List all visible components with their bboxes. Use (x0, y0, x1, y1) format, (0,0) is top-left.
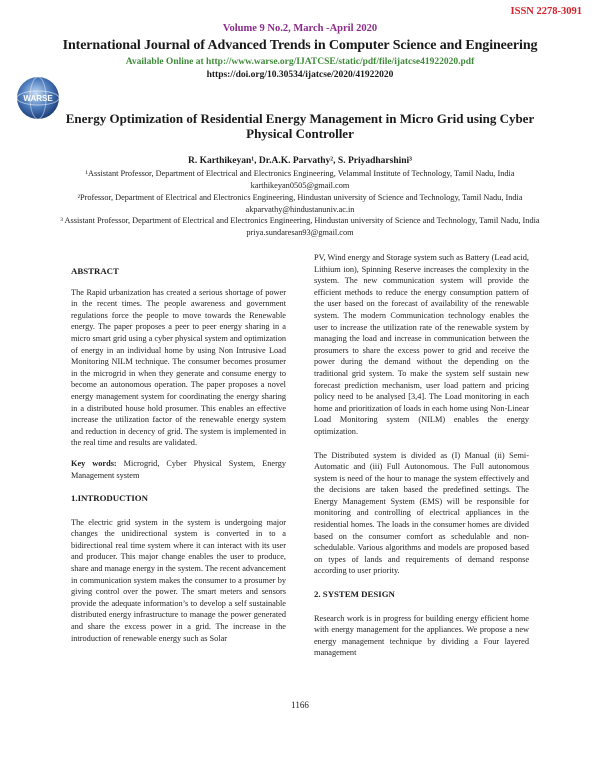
affiliation-1: ¹Assistant Professor, Department of Electrical and Electronics Engineering, Velammal Institute of Technology, Tamil Nadu, India karthikeyan0505@gmail.com (85, 169, 515, 190)
right-column (314, 252, 529, 659)
right-paragraph-3: Research work is in progress for building energy efficient home with energy management for the appliances. We propose a new energy management technique by dividing a Four layered management (314, 613, 529, 658)
keywords-label: Key words: (71, 458, 117, 468)
author-list: R. Karthikeyan¹, Dr.A.K. Parvathy², S. Priyadharshini³ (187, 156, 413, 166)
journal-title: International Journal of Advanced Trends in Computer Science and Engineering (62, 38, 538, 53)
doi-link[interactable]: https://doi.org/10.30534/ijatcse/2020/41922020 (206, 70, 394, 80)
page-number: 1166 (291, 700, 309, 710)
volume-label: Volume 9 No.2, March -April 2020 (222, 23, 378, 34)
left-column (71, 266, 286, 644)
abstract-text: The Rapid urbanization has created a serious shortage of power in the recent times. The people awareness and government regulations force the people to move towards the Renewable energy. The paper proposes a peer to peer energy sharing in a micro smart grid using a cyber physical system and optimization of energy in an individual home by using Non Intrusive Load Monitoring NILM technique. The consumer becomes prosumer in the microgrid in when they generate and consume energy to become an autonomous operation. The paper proposes a novel energy management system for coordinating the energy sharing in a distributed house hold prosumer. This enables an effective increase the utilization factor of the renewable energy system and reduction in decency of grid. The system is implemented in the real time and results are validated. (71, 287, 286, 448)
keywords-text: Microgrid, Cyber Physical System, Energy Management system (71, 458, 287, 480)
affiliation-3: ³ Assistant Professor, Department of Electrical and Electronics Engineering, Hindustan university of Science and Technology, Tamil Nadu, India priya.sundaresan93@gmail.com (60, 216, 540, 237)
keywords (71, 458, 286, 481)
available-online-link[interactable]: Available Online at http://www.warse.org/IJATCSE/static/pdf/file/ijatcse41922020.pdf (125, 57, 475, 67)
right-paragraph-1: PV, Wind energy and Storage system such as Battery (Lead acid, Lithium ion), Spinning Reserve increases the complexity in the system. The new communication system will provide the efficient methods to reduce the energy consumption pattern of the user based on the forecast of availability of the renewable system. The modern Communication technology enables the user to increase the utilization rate of the renewable system by managing the load and increase in communication between the prosumers to share the excess power to grid and receive the power during the demand without the depending on the traditional grid system. To make the system self sustain new forecast prediction mechanism, user load pattern and pricing policy need to be analysed [3,4]. The Load monitoring in each home and prioritization of loads in each home using Non-Linear Load Monitoring system (NILM) enables the energy optimization. (314, 253, 529, 436)
issn-label: ISSN 2278-3091 (510, 6, 582, 17)
paper-title: Energy Optimization of Residential Energy Management in Micro Grid using Cyber Physical Controller (65, 111, 535, 141)
abstract-heading: ABSTRACT (71, 266, 119, 276)
system-design-heading: 2. SYSTEM DESIGN (314, 589, 395, 600)
warse-logo (15, 75, 61, 121)
introduction-heading: 1.INTRODUCTION (71, 493, 148, 504)
affiliation-2: ²Professor, Department of Electrical and Electronics Engineering, Hindustan university of Science and Technology, Tamil Nadu, India akparvathy@hindustanuniv.ac.in (77, 193, 523, 214)
logo-text: WARSE (23, 94, 53, 103)
introduction-text: The electric grid system in the system is undergoing major changes the unidirectional system is converted in to a bidirectional real time system where it can interact with its user and producer. This major change enables the user to produce, share and manage energy in the system. The recent advancement in communication system makes the consumer to a prosumer by giving control over the power. The smart meters and sensors provide the adequate information’s to develop a self sustainable distributed energy infrastructure to manage the power generated and share the excess power in a grid. The increase in the introduction of renewable energy such as Solar (71, 517, 286, 643)
right-paragraph-2: The Distributed system is divided as (I) Manual (ii) Semi-Automatic and (iii) Full Autonomous. The Full autonomous system is need of the hour to manage the system effectively and the decisions are taken based the predefined settings. The Energy Management System (EMS) will be responsible for monitoring and controlling of electrical appliances in the residential homes. The loads in the consumer homes are divided based on the consumer comfort as schedulable and non-schedulable. Various algorithms and models are proposed based on types of lands and requirements of demand response according to user priority. (314, 450, 529, 576)
